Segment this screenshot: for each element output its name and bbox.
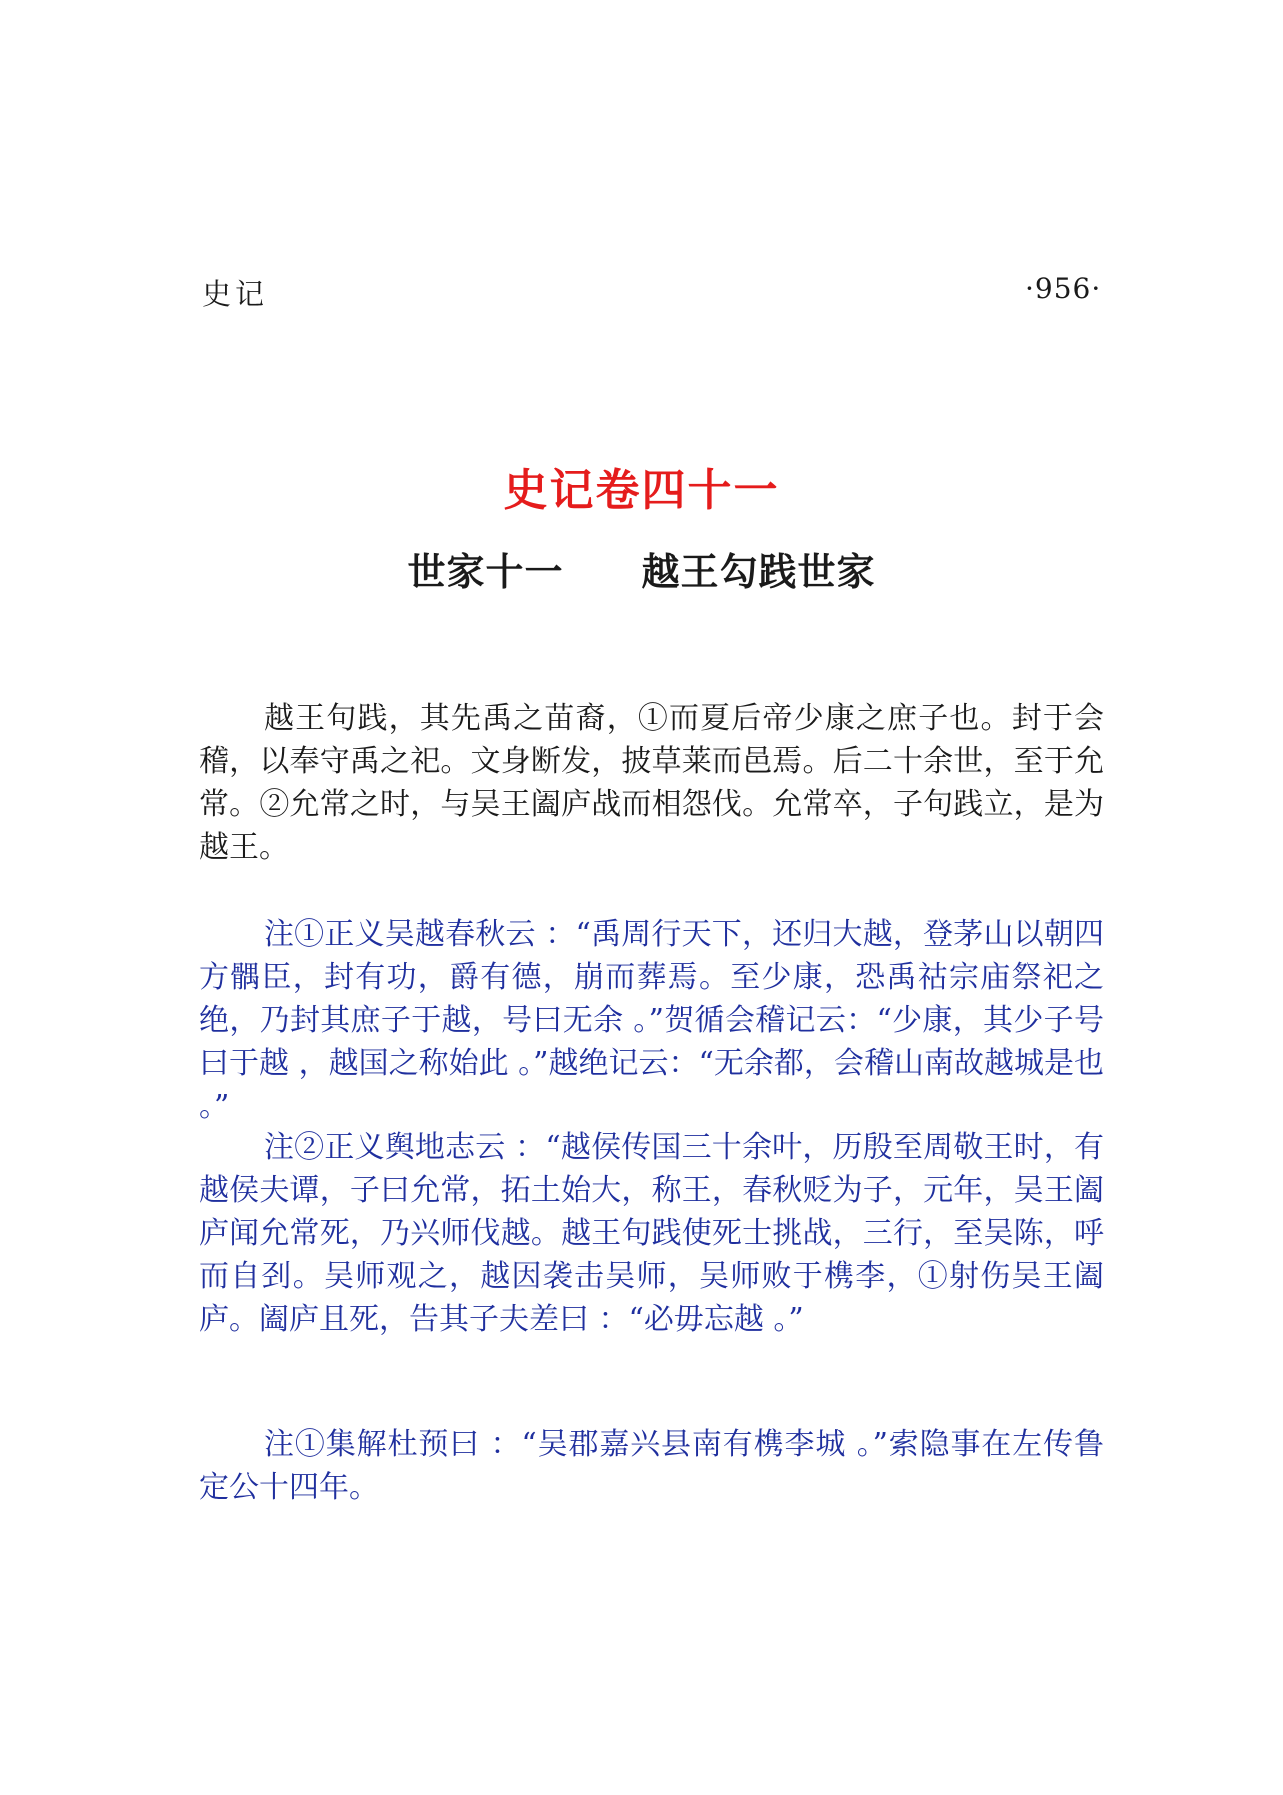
running-header-book-title: 史记 [202,277,269,311]
annotation-note-2: 注②正义舆地志云 ：“越侯传国三十余叶，历殷至周敬王时，有越侯夫谭，子曰允常，拓土始大，称王，春秋贬为子，元年，吴王阖庐闻允常死，乃兴师伐越。越王句践使死士挑战，三行，至吴陈，呼而自刭。吴师观之，越因袭击吴师，吴师败于槜李，①射伤吴王阖庐。阖庐且死，告其子夫差曰 ：“必毋忘越 。” [199,1130,1104,1337]
main-text-paragraph: 越王句践，其先禹之苗裔，①而夏后帝少康之庶子也。封于会稽，以奉守禹之祀。文身断发，披草莱而邑焉。后二十余世，至于允常。②允常之时，与吴王阖庐战而相怨伐。允常卒，子句践立，是为越王。 [199,701,1104,865]
chapter-title: 世家十一 越王勾践世家 [407,550,876,594]
annotation-note-3: 注①集解杜预曰 ：“吴郡嘉兴县南有槜李城 。”索隐事在左传鲁定公十四年。 [199,1427,1104,1505]
annotation-note-1: 注①正义吴越春秋云 ：“禹周行天下，还归大越，登茅山以朝四方髃臣，封有功，爵有德，崩而葬焉。至少康，恐禹祜宗庙祭祀之绝，乃封其庶子于越，号曰无余 。”贺循会稽记云：“少康，其少子号曰于越 ，越国之称始此 。”越绝记云：“无余都，会稽山南故越城是也 。” [199,917,1104,1124]
volume-title: 史记卷四十一 [503,465,780,516]
page-number: ·956· [1025,272,1102,305]
